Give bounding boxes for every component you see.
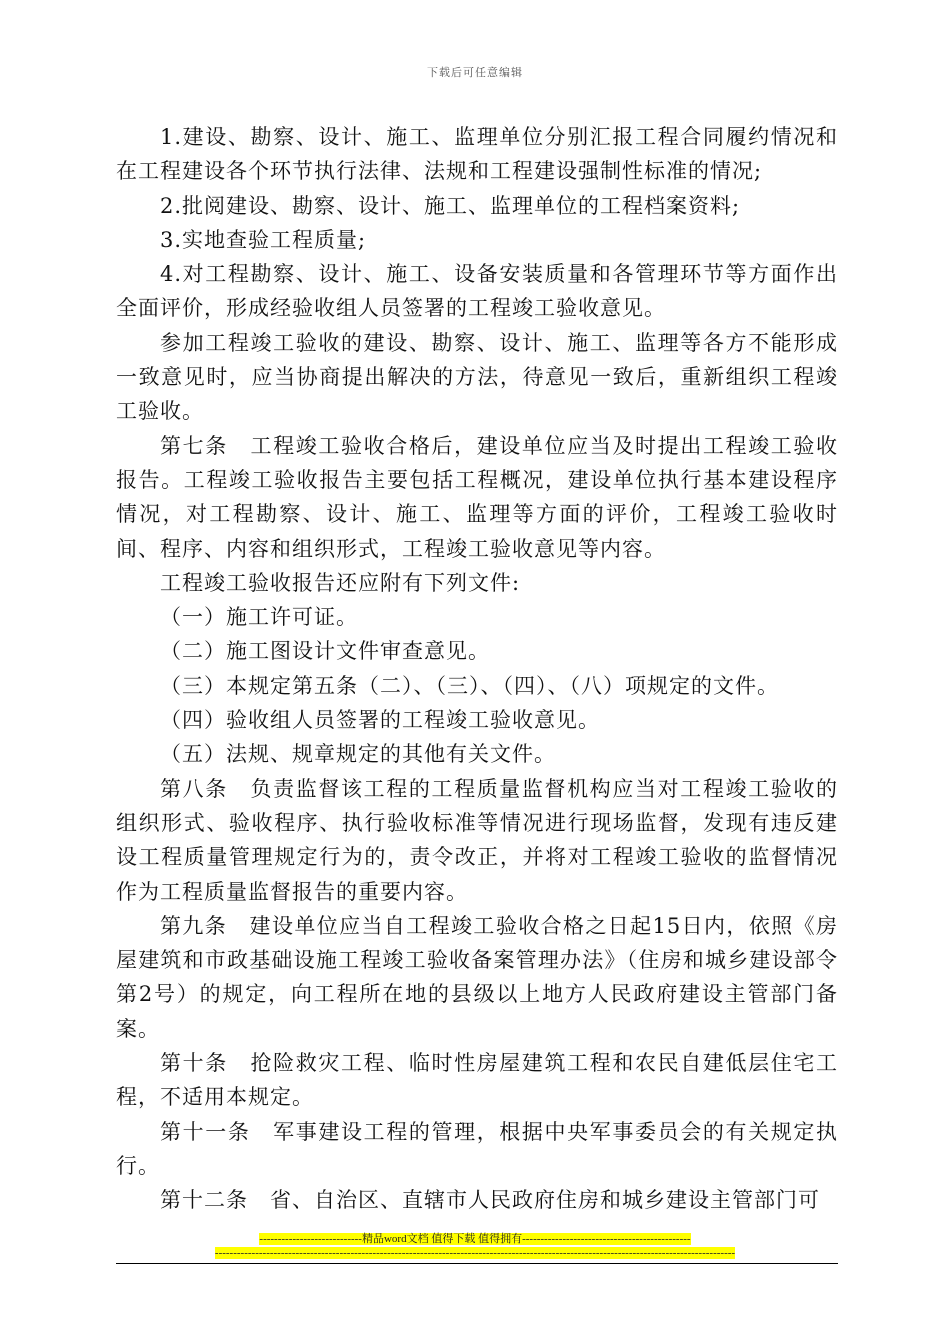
footer-banner-text: ----------------------------精品word文档 值得下载 值得拥有---------------------------------------------- xyxy=(259,1233,691,1245)
footer-rule xyxy=(116,1263,838,1264)
paragraph: 第九条 建设单位应当自工程竣工验收合格之日起15日内，依照《房屋建筑和市政基础设施工程竣工验收备案管理办法》（住房和城乡建设部令第2号）的规定，向工程所在地的县级以上地方人民政府建设主管部门备案。 xyxy=(116,913,838,1041)
paragraph: 4.对工程勘察、设计、施工、设备安装质量和各管理环节等方面作出全面评价，形成经验收组人员签署的工程竣工验收意见。 xyxy=(116,262,838,321)
paragraph: 第十条 抢险救灾工程、临时性房屋建筑工程和农民自建低层住宅工程，不适用本规定。 xyxy=(116,1051,838,1110)
header-note: 下载后可任意编辑 xyxy=(427,66,523,79)
paragraph: 1.建设、勘察、设计、施工、监理单位分别汇报工程合同履约情况和在工程建设各个环节执行法律、法规和工程建设强制性标准的情况; xyxy=(116,125,838,184)
paragraph: （四）验收组人员签署的工程竣工验收意见。 xyxy=(160,708,600,733)
paragraph: 工程竣工验收报告还应附有下列文件: xyxy=(160,570,521,595)
paragraph: 参加工程竣工验收的建设、勘察、设计、施工、监理等各方不能形成一致意见时，应当协商提出解决的方法，待意见一致后，重新组织工程竣工验收。 xyxy=(116,330,838,424)
paragraph: 第十一条 军事建设工程的管理，根据中央军事委员会的有关规定执行。 xyxy=(116,1119,838,1178)
paragraph: 第十二条 省、自治区、直辖市人民政府住房和城乡建设主管部门可 xyxy=(160,1188,820,1213)
paragraph: （五）法规、规章规定的其他有关文件。 xyxy=(160,742,556,767)
body-text xyxy=(116,120,838,1218)
paragraph: （二）施工图设计文件审查意见。 xyxy=(160,639,490,664)
paragraph: 第八条 负责监督该工程的工程质量监督机构应当对工程竣工验收的组织形式、验收程序、执行验收标准等情况进行现场监督，发现有违反建设工程质量管理规定行为的，责令改正，并将对工程竣工验收的监督情况作为工程质量监督报告的重要内容。 xyxy=(116,776,838,904)
footer-banner xyxy=(0,1230,950,1246)
paragraph: （一）施工许可证。 xyxy=(160,605,358,630)
paragraph: 第七条 工程竣工验收合格后，建设单位应当及时提出工程竣工验收报告。工程竣工验收报告主要包括工程概况，建设单位执行基本建设程序情况，对工程勘察、设计、施工、监理等方面的评价，工程竣工验收时间、程序、内容和组织形式，工程竣工验收意见等内容。 xyxy=(116,433,838,561)
paragraph: 3.实地查验工程质量; xyxy=(160,227,367,252)
paragraph: 2.批阅建设、勘察、设计、施工、监理单位的工程档案资料; xyxy=(160,193,741,218)
footer-dash-text: ---------------------------------------------------------------------------------------------------------------------------------------------- xyxy=(214,1247,736,1259)
footer-dash-line xyxy=(0,1247,950,1259)
paragraph: （三）本规定第五条（二）、（三）、（四）、（八）项规定的文件。 xyxy=(160,673,779,698)
